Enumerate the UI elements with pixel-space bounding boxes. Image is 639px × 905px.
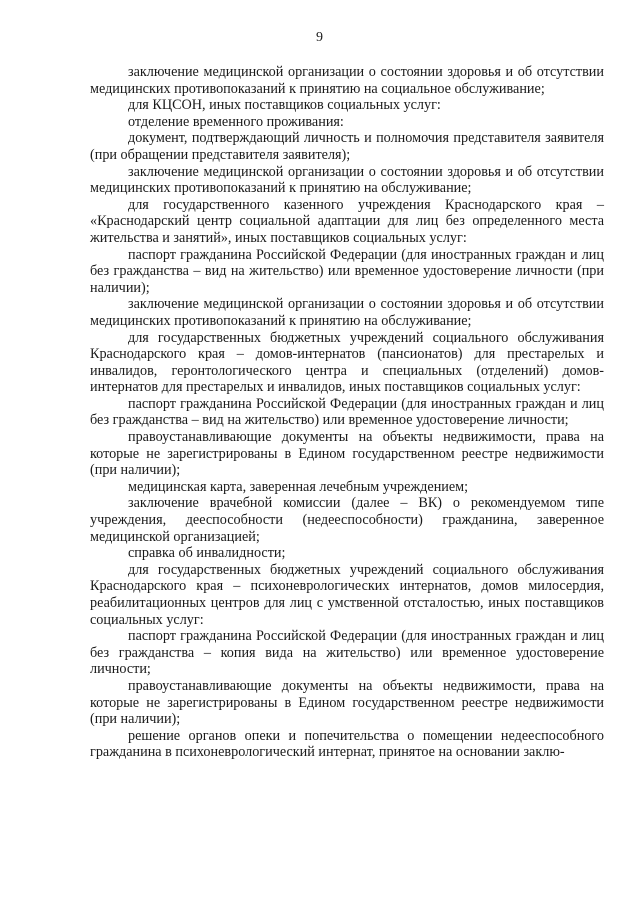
paragraph: справка об инвалидности; [128,545,286,562]
paragraph: заключение врачебной комиссии (далее – ВК) о рекомендуемом типе учреждения, дееспособности (недееспособности) гражданина, заверенное медицинской организацией; [90,495,604,545]
document-body [90,64,604,761]
paragraph: для КЦСОН, иных поставщиков социальных услуг: [128,97,441,114]
paragraph: отделение временного проживания: [128,113,344,130]
paragraph: паспорт гражданина Российской Федерации (для иностранных граждан и лиц без гражданства – вид на жительство) или временное удостоверение личности; [90,395,604,429]
paragraph: правоустанавливающие документы на объекты недвижимости, права на которые не зарегистрированы в Едином государственном реестре недвижимости (при наличии); [90,429,604,479]
paragraph: для государственных бюджетных учреждений социального обслуживания Краснодарского края – психоневрологических интернатов, домов милосердия, реабилитационных центров для лиц с умственной отсталостью, иных поставщиков социальных услуг: [90,561,604,628]
page-number: 9 [316,30,323,45]
paragraph: документ, подтверждающий личность и полномочия представителя заявителя (при обращении представителя заявителя); [90,130,604,163]
paragraph: для государственных бюджетных учреждений социального обслуживания Краснодарского края – домов-интернатов (пансионатов) для престарелых и инвалидов, геронтологического центра и специальных (отделений) домов-интернатов для престарелых и инвалидов, иных поставщиков социальных услуг: [90,329,604,396]
paragraph: паспорт гражданина Российской Федерации (для иностранных граждан и лиц без гражданства – вид на жительство) или временное удостоверение личности (при наличии); [90,246,604,296]
paragraph: для государственного казенного учреждения Краснодарского края – «Краснодарский центр социальной адаптации для лиц без определенного места жительства и занятий», иных поставщиков социальных услуг: [90,196,604,246]
paragraph: заключение медицинской организации о состоянии здоровья и об отсутствии медицинских противопоказаний к принятию на обслуживание; [90,163,604,197]
paragraph: заключение медицинской организации о состоянии здоровья и об отсутствии медицинских противопоказаний к принятию на социальное обслуживание; [90,64,604,97]
paragraph: решение органов опеки и попечительства о помещении недееспособного гражданина в психоневрологический интернат, принятое на основании заклю- [90,727,604,761]
paragraph: заключение медицинской организации о состоянии здоровья и об отсутствии медицинских противопоказаний к принятию на обслуживание; [90,296,604,329]
paragraph: медицинская карта, заверенная лечебным учреждением; [128,478,469,495]
paragraph: правоустанавливающие документы на объекты недвижимости, права на которые не зарегистрированы в Едином государственном реестре недвижимости (при наличии); [90,677,604,728]
paragraph: паспорт гражданина Российской Федерации (для иностранных граждан и лиц без гражданства – копия вида на жительство) или временное удостоверение личности; [90,628,604,678]
